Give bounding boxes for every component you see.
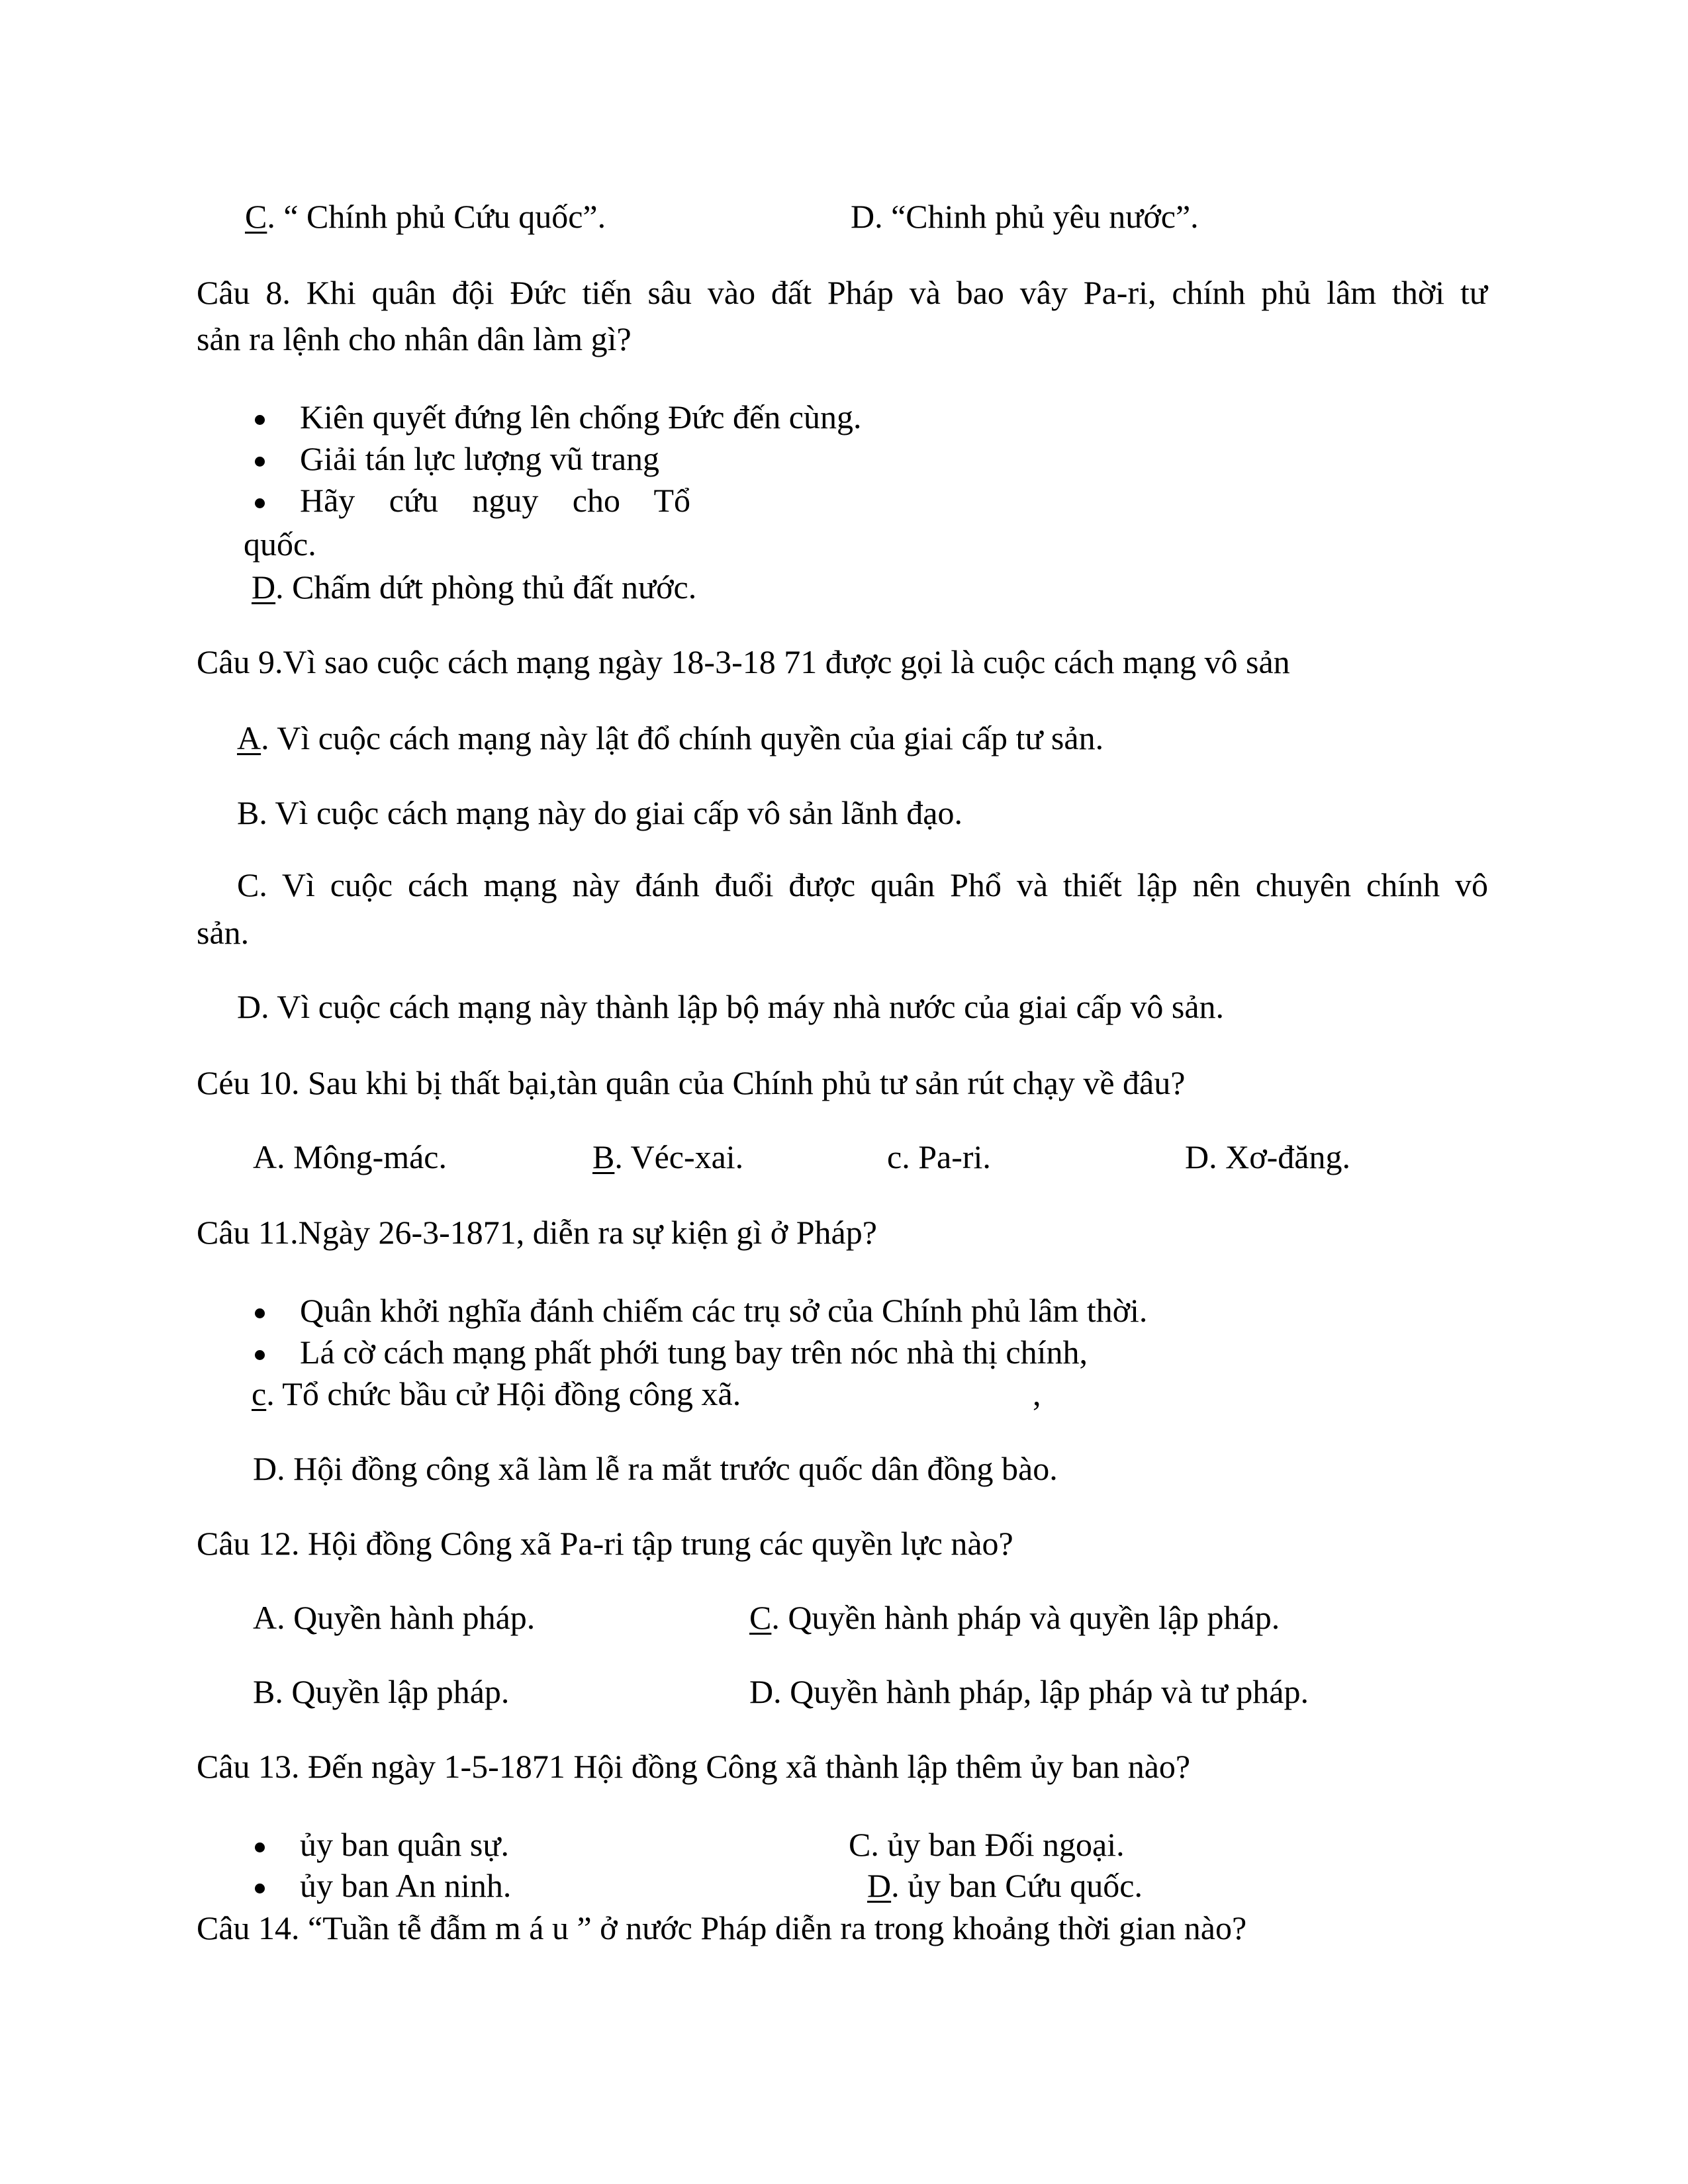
question-8-option-1: Kiên quyết đứng lên chống Đức đến cùng. (300, 398, 862, 435)
question-9-option-a (237, 721, 1103, 754)
question-10-option-d: D. Xơ-đăng. (1185, 1138, 1350, 1175)
question-13-title: Câu 13. Đến ngày 1-5-1871 Hội đồng Công xã thành lập thêm ủy ban nào? (197, 1748, 1191, 1785)
option-text: . Tổ chức bầu cử Hội đồng công xã. (266, 1375, 741, 1412)
question-9-option-c-line-1: C. Vì cuộc cách mạng này đánh đuổi được quân Phổ và thiết lập nên chuyên chính vô (237, 866, 1488, 903)
option-text: . “ Chính phủ Cứu quốc”. (267, 198, 606, 235)
question-9-option-d: D. Vì cuộc cách mạng này thành lập bộ máy nhà nước của giai cấp vô sản. (237, 988, 1225, 1025)
answer-letter: B (592, 1138, 615, 1175)
question-10-option-b (592, 1140, 743, 1173)
answer-letter: c (252, 1375, 267, 1412)
question-11-option-1: Quân khởi nghĩa đánh chiếm các trụ sở của Chính phủ lâm thời. (300, 1292, 1148, 1329)
question-10-option-a: A. Mông-mác. (253, 1138, 447, 1175)
bullet-icon (255, 498, 265, 508)
option-text: . Véc-xai. (614, 1138, 744, 1175)
question-11-option-c (252, 1377, 741, 1410)
question-12-title: Câu 12. Hội đồng Công xã Pa-ri tập trung các quyền lực nào? (197, 1525, 1013, 1562)
answer-letter: C (245, 198, 267, 235)
question-13-option-d (867, 1869, 1143, 1902)
question-11-option-d: D. Hội đồng công xã làm lễ ra mắt trước quốc dân đồng bào. (253, 1450, 1058, 1487)
question-8-line-2: sản ra lệnh cho nhân dân làm gì? (197, 320, 632, 357)
question-12-option-a: A. Quyền hành pháp. (253, 1599, 536, 1636)
question-8-option-2: Giải tán lực lượng vũ trang (300, 440, 660, 477)
bullet-icon (255, 457, 265, 467)
option-c-cuu-quoc (245, 200, 606, 233)
question-14-title: Câu 14. “Tuần tễ đẫm m á u ” ở nước Pháp diễn ra trong khoảng thời gian nào? (197, 1909, 1247, 1946)
option-text: . Chấm dứt phòng thủ đất nước. (275, 569, 697, 606)
bullet-icon (255, 1308, 265, 1318)
bullet-icon (255, 1843, 265, 1852)
option-text: . ủy ban Cứu quốc. (891, 1867, 1143, 1904)
question-11-title: Câu 11.Ngày 26-3-1871, diễn ra sự kiện gì ở Pháp? (197, 1214, 877, 1251)
question-13-option-2: ủy ban An ninh. (300, 1867, 512, 1904)
bullet-icon (255, 1350, 265, 1360)
answer-letter: D (867, 1867, 892, 1904)
stray-comma: , (1033, 1375, 1041, 1412)
question-8-line-1: Câu 8. Khi quân đội Đức tiến sâu vào đất Pháp và bao vây Pa-ri, chính phủ lâm thời tư (197, 274, 1487, 311)
question-10-option-c: c. Pa-ri. (887, 1138, 991, 1175)
question-12-option-b: B. Quyền lập pháp. (253, 1673, 510, 1710)
answer-letter: C (749, 1599, 772, 1636)
option-d-yeu-nuoc: D. “Chinh phủ yêu nước”. (851, 198, 1199, 235)
question-8-option-3: Hãy cứu nguy cho Tổ (300, 482, 690, 519)
question-8-option-d (252, 570, 696, 604)
question-13-option-c: C. ủy ban Đối ngoại. (849, 1826, 1125, 1863)
answer-letter: A (237, 719, 261, 756)
option-text: . Vì cuộc cách mạng này lật đổ chính quyền của giai cấp tư sản. (261, 719, 1104, 756)
question-12-option-c (749, 1601, 1280, 1634)
bullet-icon (255, 415, 265, 425)
question-13-option-1: ủy ban quân sự. (300, 1826, 509, 1863)
bullet-icon (255, 1884, 265, 1893)
question-11-option-2: Lá cờ cách mạng phất phới tung bay trên nóc nhà thị chính, (300, 1334, 1088, 1371)
question-8-option-3-continued: quốc. (244, 525, 316, 563)
answer-letter: D (252, 569, 276, 606)
question-9-title: Câu 9.Vì sao cuộc cách mạng ngày 18-3-18 71 được gọi là cuộc cách mạng vô sản (197, 643, 1290, 680)
question-9-option-c-line-2: sản. (197, 914, 250, 951)
question-10-title: Céu 10. Sau khi bị thất bại,tàn quân của Chính phủ tư sản rút chạy về đâu? (197, 1064, 1186, 1101)
question-9-option-b: B. Vì cuộc cách mạng này do giai cấp vô sản lãnh đạo. (237, 794, 962, 831)
option-text: . Quyền hành pháp và quyền lập pháp. (771, 1599, 1280, 1636)
question-12-option-d: D. Quyền hành pháp, lập pháp và tư pháp. (749, 1673, 1309, 1710)
